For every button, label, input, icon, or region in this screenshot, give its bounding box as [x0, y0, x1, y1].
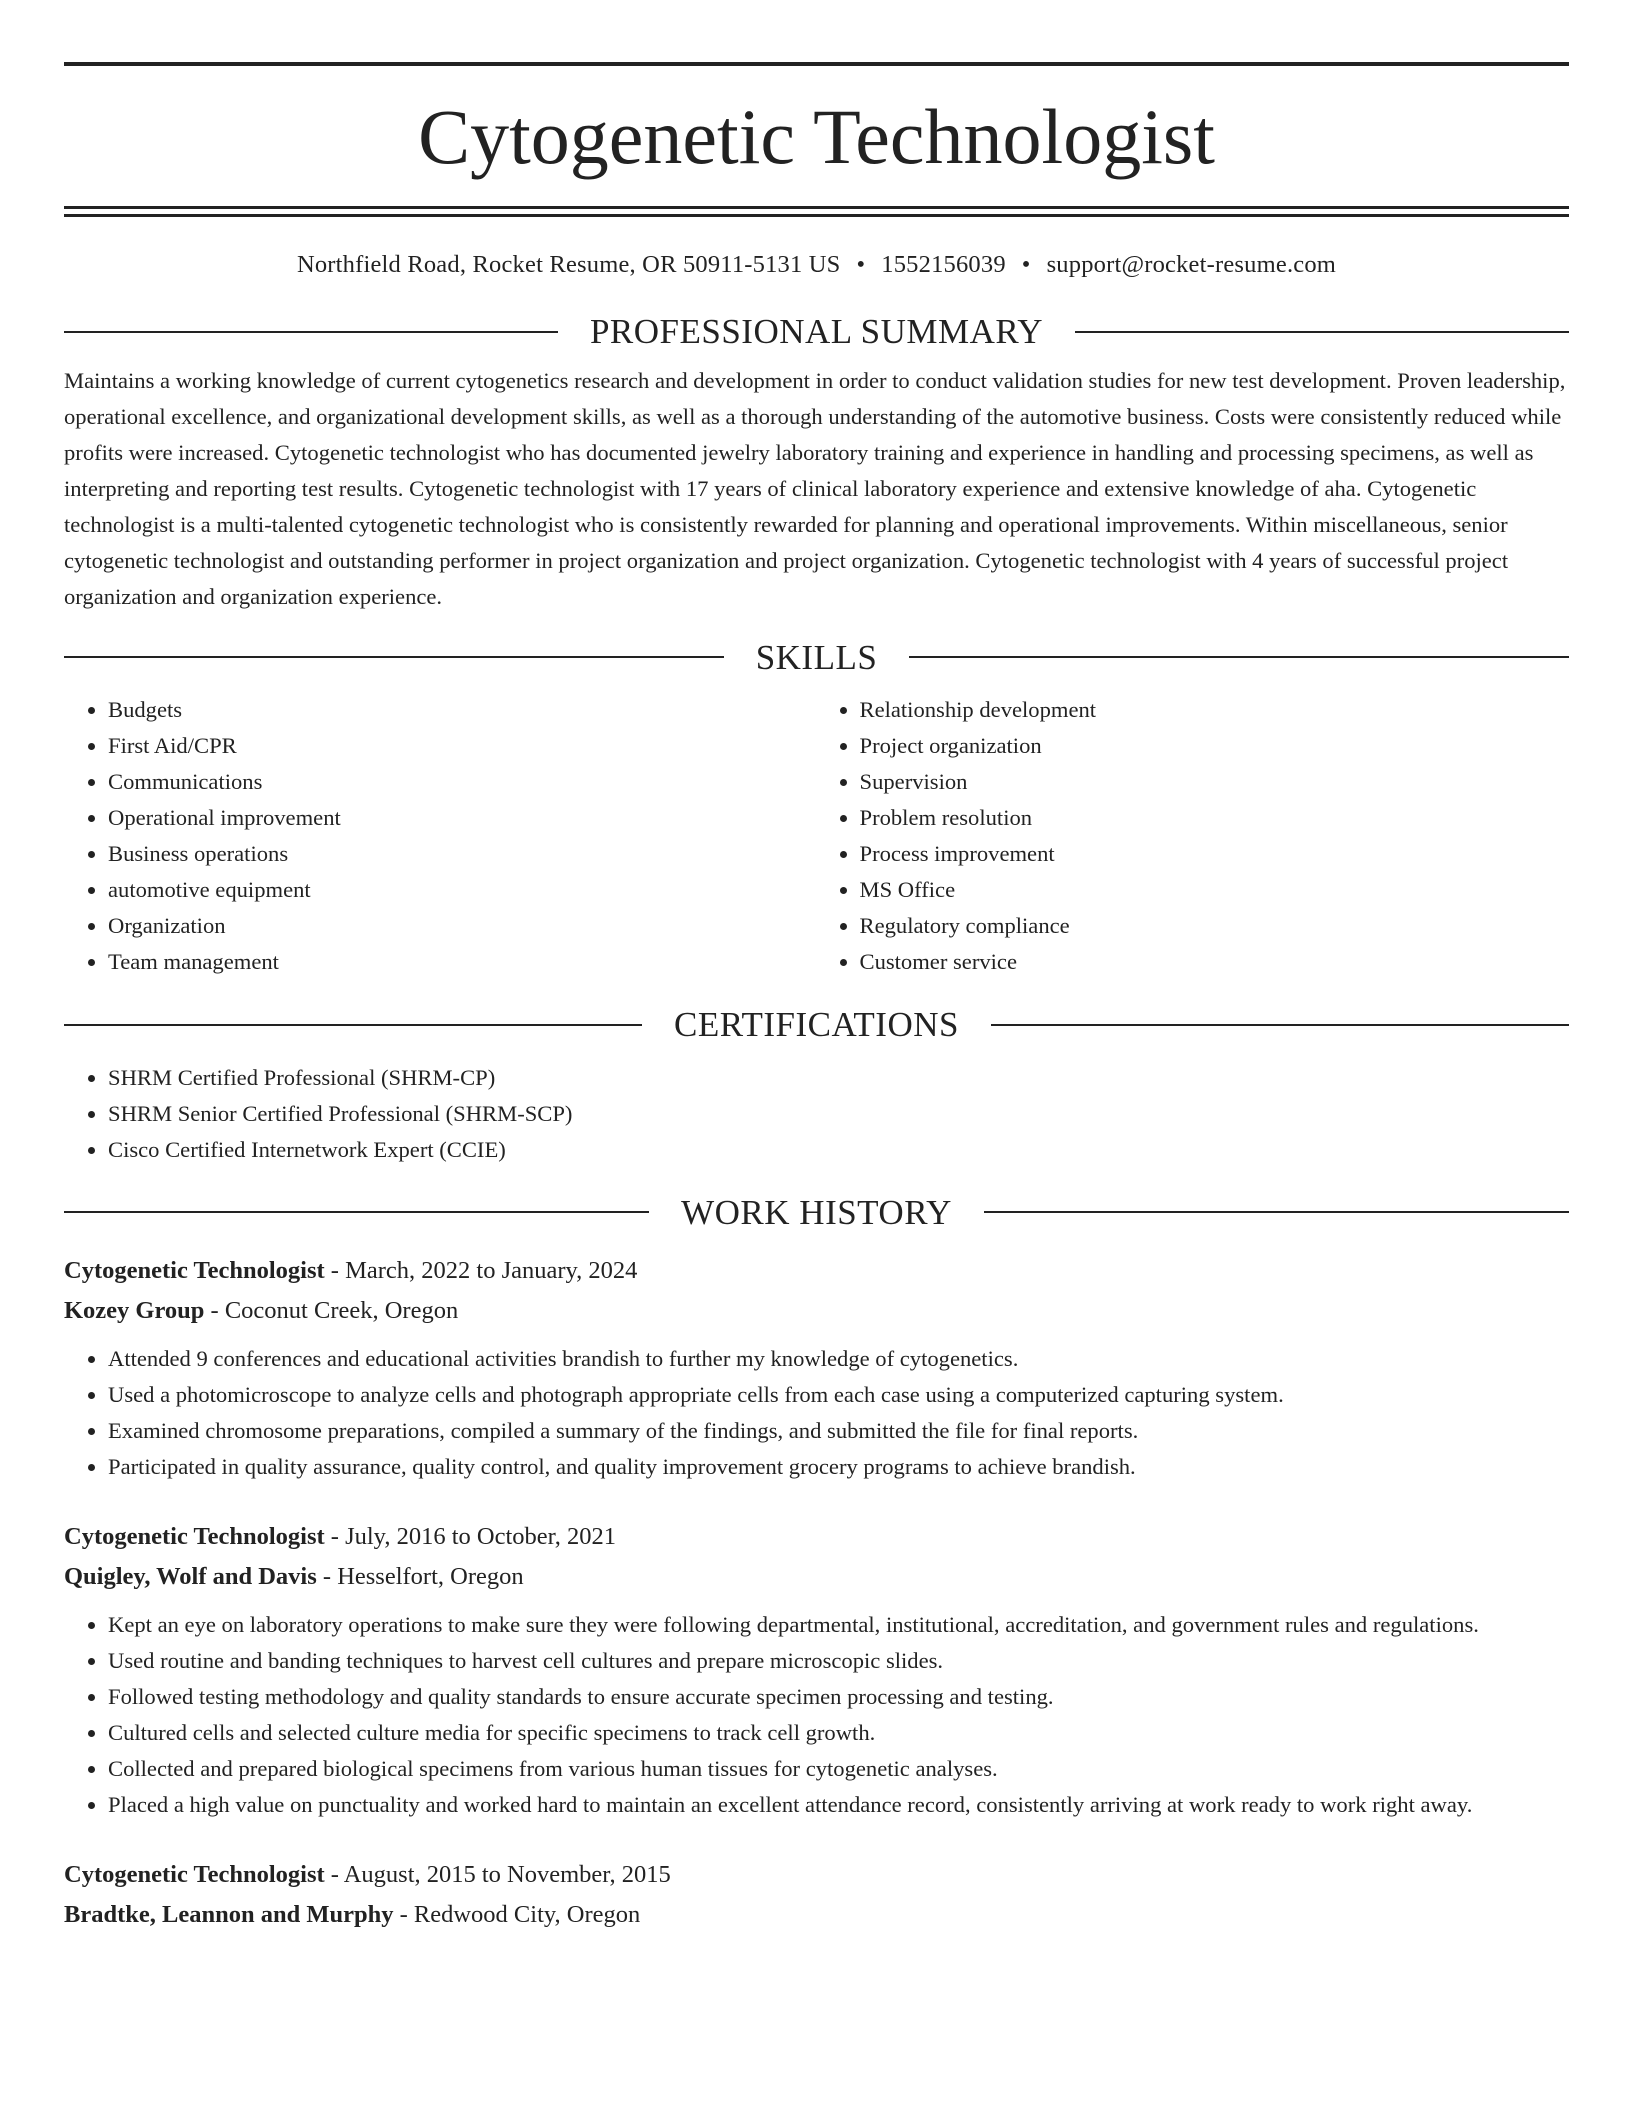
- certification-item: • SHRM Certified Professional (SHRM-CP): [108, 1060, 1569, 1096]
- skill-item: • Relationship development: [860, 692, 1570, 728]
- skill-item: • Project organization: [860, 728, 1570, 764]
- job-company: Bradtke, Leannon and Murphy: [64, 1901, 394, 1928]
- skill-item: • Problem resolution: [860, 800, 1570, 836]
- job-bullet: • Attended 9 conferences and educational activities brandish to further my knowledge of cytogenetics.: [108, 1341, 1569, 1377]
- skills-left-list: [64, 692, 818, 980]
- title-double-rule: [64, 206, 1569, 217]
- skill-item: • Process improvement: [860, 836, 1570, 872]
- job-dates: - July, 2016 to October, 2021: [324, 1523, 617, 1550]
- section-title-work: WORK HISTORY: [681, 1192, 952, 1232]
- skill-item: • Team management: [108, 944, 818, 980]
- section-rule: [991, 1024, 1569, 1026]
- job-location: - Coconut Creek, Oregon: [204, 1297, 459, 1324]
- section-title-summary: PROFESSIONAL SUMMARY: [589, 312, 1044, 351]
- job-bullet: • Collected and prepared biological specimens from various human tissues for cytogenetic analyses.: [108, 1751, 1569, 1787]
- skill-item: • Operational improvement: [108, 800, 818, 836]
- job-title-line: [64, 1855, 1569, 1895]
- job-bullet: • Examined chromosome preparations, compiled a summary of the findings, and submitted the file for final reports.: [108, 1413, 1569, 1449]
- section-title-skills: SKILLS: [755, 637, 878, 677]
- job-title: Cytogenetic Technologist: [64, 1861, 325, 1888]
- section-header-summary: [64, 309, 1569, 355]
- contact-email: support@rocket-resume.com: [1046, 251, 1337, 278]
- skill-item: • Regulatory compliance: [860, 908, 1570, 944]
- contact-separator: •: [856, 251, 866, 278]
- skill-item: • automotive equipment: [108, 872, 818, 908]
- job-bullets: [64, 1607, 1569, 1823]
- contact-address: Northfield Road, Rocket Resume, OR 50911-5131 US: [296, 251, 841, 278]
- job-company: Kozey Group: [64, 1297, 205, 1324]
- job-title: Cytogenetic Technologist: [64, 1523, 325, 1550]
- job-entry: [64, 1855, 1569, 1935]
- section-header-work: [64, 1190, 1569, 1236]
- contact-separator: •: [1021, 251, 1031, 278]
- section-rule: [1075, 331, 1569, 333]
- skill-item: • MS Office: [860, 872, 1570, 908]
- job-bullet: • Cultured cells and selected culture media for specific specimens to track cell growth.: [108, 1715, 1569, 1751]
- skill-item: • Supervision: [860, 764, 1570, 800]
- job-title-line: [64, 1517, 1569, 1557]
- certifications-list: [64, 1060, 1569, 1168]
- job-bullet: • Participated in quality assurance, quality control, and quality improvement grocery programs to achieve brandish.: [108, 1449, 1569, 1485]
- skills-grid: [64, 692, 1569, 980]
- resume-title: Cytogenetic Technologist: [418, 93, 1215, 180]
- contact-line: [64, 251, 1569, 279]
- job-title: Cytogenetic Technologist: [64, 1257, 325, 1284]
- section-rule: [64, 1211, 649, 1213]
- section-rule: [64, 331, 558, 333]
- job-bullet: • Kept an eye on laboratory operations to make sure they were following departmental, institutional, accreditation, and government rules and regulations.: [108, 1607, 1569, 1643]
- job-bullet: • Used routine and banding techniques to harvest cell cultures and prepare microscopic slides.: [108, 1643, 1569, 1679]
- job-company-line: [64, 1557, 1569, 1597]
- skill-item: • Budgets: [108, 692, 818, 728]
- job-dates: - August, 2015 to November, 2015: [324, 1861, 671, 1888]
- section-header-skills: [64, 635, 1569, 681]
- contact-phone: 1552156039: [881, 251, 1006, 278]
- section-title-certifications: CERTIFICATIONS: [674, 1005, 959, 1044]
- section-header-certifications: [64, 1002, 1569, 1048]
- certification-item: • Cisco Certified Internetwork Expert (CCIE): [108, 1132, 1569, 1168]
- job-entry: [64, 1517, 1569, 1823]
- section-rule: [909, 656, 1569, 658]
- skill-item: • Business operations: [108, 836, 818, 872]
- certification-item: • SHRM Senior Certified Professional (SHRM-SCP): [108, 1096, 1569, 1132]
- job-dates: - March, 2022 to January, 2024: [324, 1257, 638, 1284]
- skill-item: • Customer service: [860, 944, 1570, 980]
- job-location: - Hesselfort, Oregon: [316, 1563, 524, 1590]
- job-location: - Redwood City, Oregon: [393, 1901, 641, 1928]
- job-company: Quigley, Wolf and Davis: [64, 1563, 317, 1590]
- summary-text: Maintains a working knowledge of current cytogenetics research and development in order to conduct validation studies for new test development. Proven leadership, operational excellence, and organizational development skills, as well as a thorough understanding of the automotive business. Costs were consistently reduced while profits were increased. Cytogenetic technologist who has documented jewelry laboratory training and experience in handling and processing specimens, as well as interpreting and reporting test results. Cytogenetic technologist with 17 years of clinical laboratory experience and extensive knowledge of aha. Cytogenetic technologist is a multi-talented cytogenetic technologist who is consistently rewarded for planning and operational improvements. Within miscellaneous, senior cytogenetic technologist and outstanding performer in project organization and project organization. Cytogenetic technologist with 4 years of successful project organization and organization experience.: [64, 367, 1566, 609]
- section-rule: [64, 656, 724, 658]
- job-bullet: • Placed a high value on punctuality and worked hard to maintain an excellent attendance record, consistently arriving at work ready to work right away.: [108, 1787, 1569, 1823]
- resume-content: [64, 62, 1569, 1935]
- job-bullet: • Used a photomicroscope to analyze cells and photograph appropriate cells from each case using a computerized capturing system.: [108, 1377, 1569, 1413]
- job-bullet: • Followed testing methodology and quality standards to ensure accurate specimen processing and testing.: [108, 1679, 1569, 1715]
- section-rule: [64, 1024, 642, 1026]
- job-company-line: [64, 1895, 1569, 1935]
- job-bullets: [64, 1341, 1569, 1485]
- skill-item: • Communications: [108, 764, 818, 800]
- job-entry: [64, 1251, 1569, 1485]
- job-company-line: [64, 1291, 1569, 1331]
- skill-item: • First Aid/CPR: [108, 728, 818, 764]
- job-title-line: [64, 1251, 1569, 1291]
- skill-item: • Organization: [108, 908, 818, 944]
- section-rule: [984, 1211, 1569, 1213]
- skills-right-list: [818, 692, 1570, 980]
